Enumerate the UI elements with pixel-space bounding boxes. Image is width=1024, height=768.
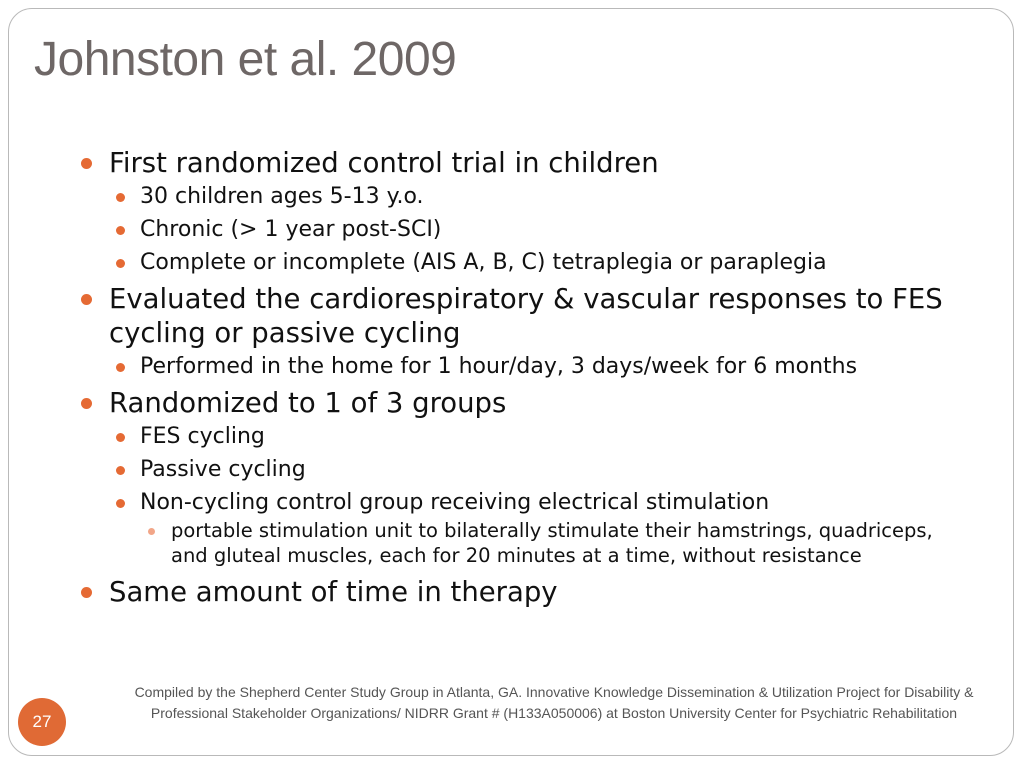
- slide-title: Johnston et al. 2009: [34, 33, 457, 86]
- bullet-text: First randomized control trial in children: [109, 147, 659, 179]
- page-number-badge: 27: [18, 698, 66, 746]
- sub-bullet-text: Chronic (> 1 year post-SCI): [140, 217, 442, 242]
- bullet-list: [80, 146, 960, 609]
- bullet-text: Randomized to 1 of 3 groups: [109, 387, 507, 419]
- sub-bullet-text: Complete or incomplete (AIS A, B, C) tetraplegia or paraplegia: [140, 250, 827, 275]
- bullet-dot-icon: [116, 433, 125, 442]
- bullet-dot-icon: [116, 499, 125, 508]
- bullet-dot-icon: [148, 528, 155, 535]
- bullet-dot-icon: [81, 158, 92, 169]
- sub-bullet-item: [111, 420, 960, 453]
- bullet-dot-icon: [81, 587, 92, 598]
- sub-bullet-item: [111, 246, 960, 279]
- sub-bullet-text: Performed in the home for 1 hour/day, 3 days/week for 6 months: [140, 354, 858, 379]
- bullet-item-rct: [80, 146, 960, 180]
- sub-bullet-item: [111, 453, 960, 486]
- bullet-dot-icon: [116, 226, 125, 235]
- sub-bullet-item: [111, 486, 960, 519]
- bullet-dot-icon: [116, 259, 125, 268]
- bullet-dot-icon: [116, 193, 125, 202]
- bullet-item-randomized: [80, 386, 960, 420]
- footer-credit: Compiled by the Shepherd Center Study Group in Atlanta, GA. Innovative Knowledge Dissemination & Utilization Project for Disability & Professional Stakeholder Organizations/ NIDRR Grant # (H133A050006) at Boston University Center for Psychiatric Rehabilitation: [134, 684, 974, 721]
- sub-bullet-item: [111, 213, 960, 246]
- sub-sub-bullet-item: [141, 519, 951, 568]
- sub-bullet-text: Non-cycling control group receiving electrical stimulation: [140, 490, 770, 515]
- bullet-text: Evaluated the cardiorespiratory & vascular responses to FES cycling or passive cycling: [109, 283, 943, 349]
- sub-bullet-text: 30 children ages 5-13 y.o.: [140, 184, 424, 209]
- bullet-text: Same amount of time in therapy: [109, 576, 558, 608]
- sub-sub-bullet-text: portable stimulation unit to bilaterally stimulate their hamstrings, quadriceps, and gluteal muscles, each for 20 minutes at a time, without resistance: [171, 519, 933, 567]
- bullet-dot-icon: [81, 294, 92, 305]
- bullet-item-evaluated: [80, 282, 960, 350]
- bullet-dot-icon: [116, 466, 125, 475]
- sub-bullet-item: [111, 180, 960, 213]
- sub-bullet-text: FES cycling: [140, 424, 265, 449]
- bullet-dot-icon: [81, 398, 92, 409]
- bullet-dot-icon: [116, 363, 125, 372]
- bullet-item-same-time: [80, 575, 960, 609]
- sub-bullet-text: Passive cycling: [140, 457, 306, 482]
- sub-bullet-item: [111, 350, 960, 383]
